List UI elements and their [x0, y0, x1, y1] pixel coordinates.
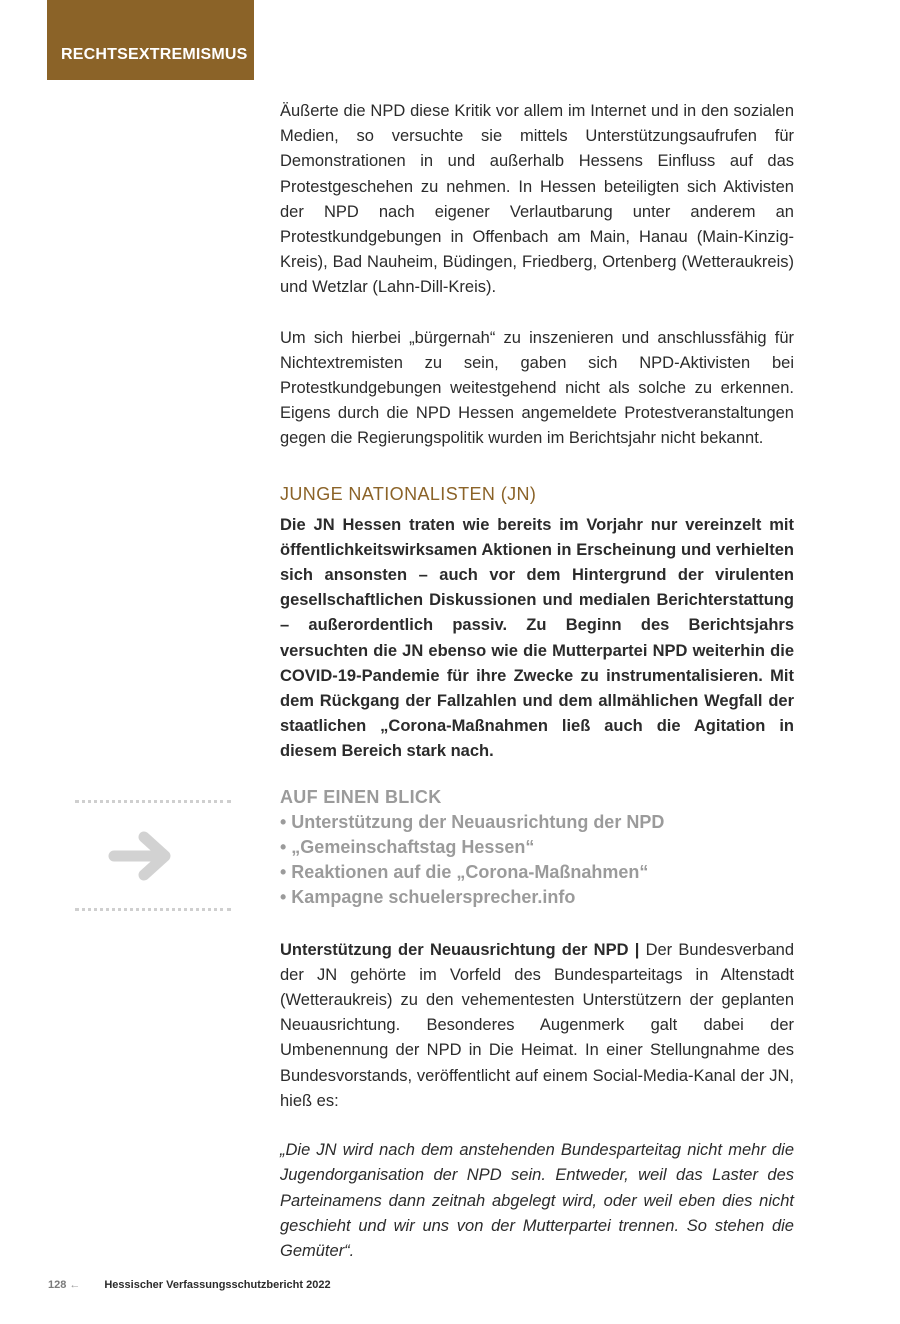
page-number: 128: [48, 1279, 67, 1291]
body-paragraph-3: [280, 938, 794, 1114]
at-a-glance-item: • Kampagne schuelersprecher.info: [280, 886, 576, 907]
paragraph-3-label: Unterstützung der Neuausrichtung der NPD |: [280, 940, 640, 959]
at-a-glance-item: • Unterstützung der Neuausrichtung der NPD: [280, 811, 665, 832]
quote-block: „Die JN wird nach dem anstehenden Bundesparteitag nicht mehr die Jugendorganisation der NPD sein. Entweder, weil das Laster des Parteinamens dann zeitnah abgelegt wird, oder weil eben dies nicht geschieht und wir uns von der Mutterpartei trennen. So stehen die Gemüter“.: [280, 1141, 794, 1260]
at-a-glance-title: AUF EINEN BLICK: [280, 786, 442, 807]
at-a-glance-list: [280, 810, 794, 910]
section-heading: JUNGE NATIONALISTEN (JN): [280, 483, 537, 504]
lead-paragraph: Die JN Hessen traten wie bereits im Vorjahr nur vereinzelt mit öffentlichkeitswirksamen Aktionen in Erscheinung und verhielten sich ansonsten – auch vor dem Hintergrund der virulenten gesellschaftlichen Diskussionen und medialen Berichterstattung – außerordentlich passiv. Zu Beginn des Berichtsjahrs versuchten die JN ebenso wie die Mutterpartei NPD weiterhin die COVID-19-Pandemie für ihre Zwecke zu instrumentalisieren. Mit dem Rückgang der Fallzahlen und dem allmählichen Wegfall der staatlichen „Corona-Maßnahmen ließ auch die Agitation in diesem Bereich stark nach.: [280, 515, 794, 761]
main-content: [280, 99, 794, 1264]
dotted-divider-top: [75, 800, 231, 803]
body-paragraph-2: Um sich hierbei „bürgernah“ zu inszenieren und anschlussfähig für Nichtextremisten zu sein, gaben sich NPD-Aktivisten bei Protestkundgebungen weitestgehend nicht als solche zu erkennen. Eigens durch die NPD Hessen angemeldete Protestveranstaltungen gegen die Regierungspolitik wurden im Berichtsjahr nicht bekannt.: [280, 328, 794, 448]
page-footer: [48, 1279, 331, 1291]
at-a-glance-item: • Reaktionen auf die „Corona-Maßnahmen“: [280, 861, 649, 882]
back-arrow-icon[interactable]: ←: [69, 1279, 81, 1291]
section-label: RECHTSEXTREMISMUS: [61, 46, 248, 63]
at-a-glance-box: [280, 785, 794, 910]
at-a-glance-item: • „Gemeinschaftstag Hessen“: [280, 836, 535, 857]
dotted-divider-bottom: [75, 908, 231, 911]
paragraph-3-text: Der Bundesverband der JN gehörte im Vorfeld des Bundesparteitags in Altenstadt (Wetteraukreis) zu den vehementesten Unterstützern der geplanten Neuausrichtung. Besonderes Augenmerk galt dabei der Umbenennung der NPD in Die Heimat. In einer Stellungnahme des Bundesvorstands, veröffentlicht auf einem Social-Media-Kanal der JN, hieß es:: [280, 940, 794, 1110]
section-tab: [47, 0, 254, 80]
arrow-right-icon: [108, 830, 174, 882]
publication-title: Hessischer Verfassungsschutzbericht 2022: [104, 1279, 331, 1291]
body-paragraph-1: Äußerte die NPD diese Kritik vor allem im Internet und in den sozialen Medien, so versuchte sie mittels Unterstützungsaufrufen für Demonstrationen in und außerhalb Hessens Einfluss auf das Protestgeschehen zu nehmen. In Hessen beteiligten sich Aktivisten der NPD nach eigener Verlautbarung unter anderem an Protestkundgebungen in Offenbach am Main, Hanau (Main-Kinzig-Kreis), Bad Nauheim, Büdingen, Friedberg, Ortenberg (Wetteraukreis) und Wetzlar (Lahn-Dill-Kreis).: [280, 102, 794, 297]
